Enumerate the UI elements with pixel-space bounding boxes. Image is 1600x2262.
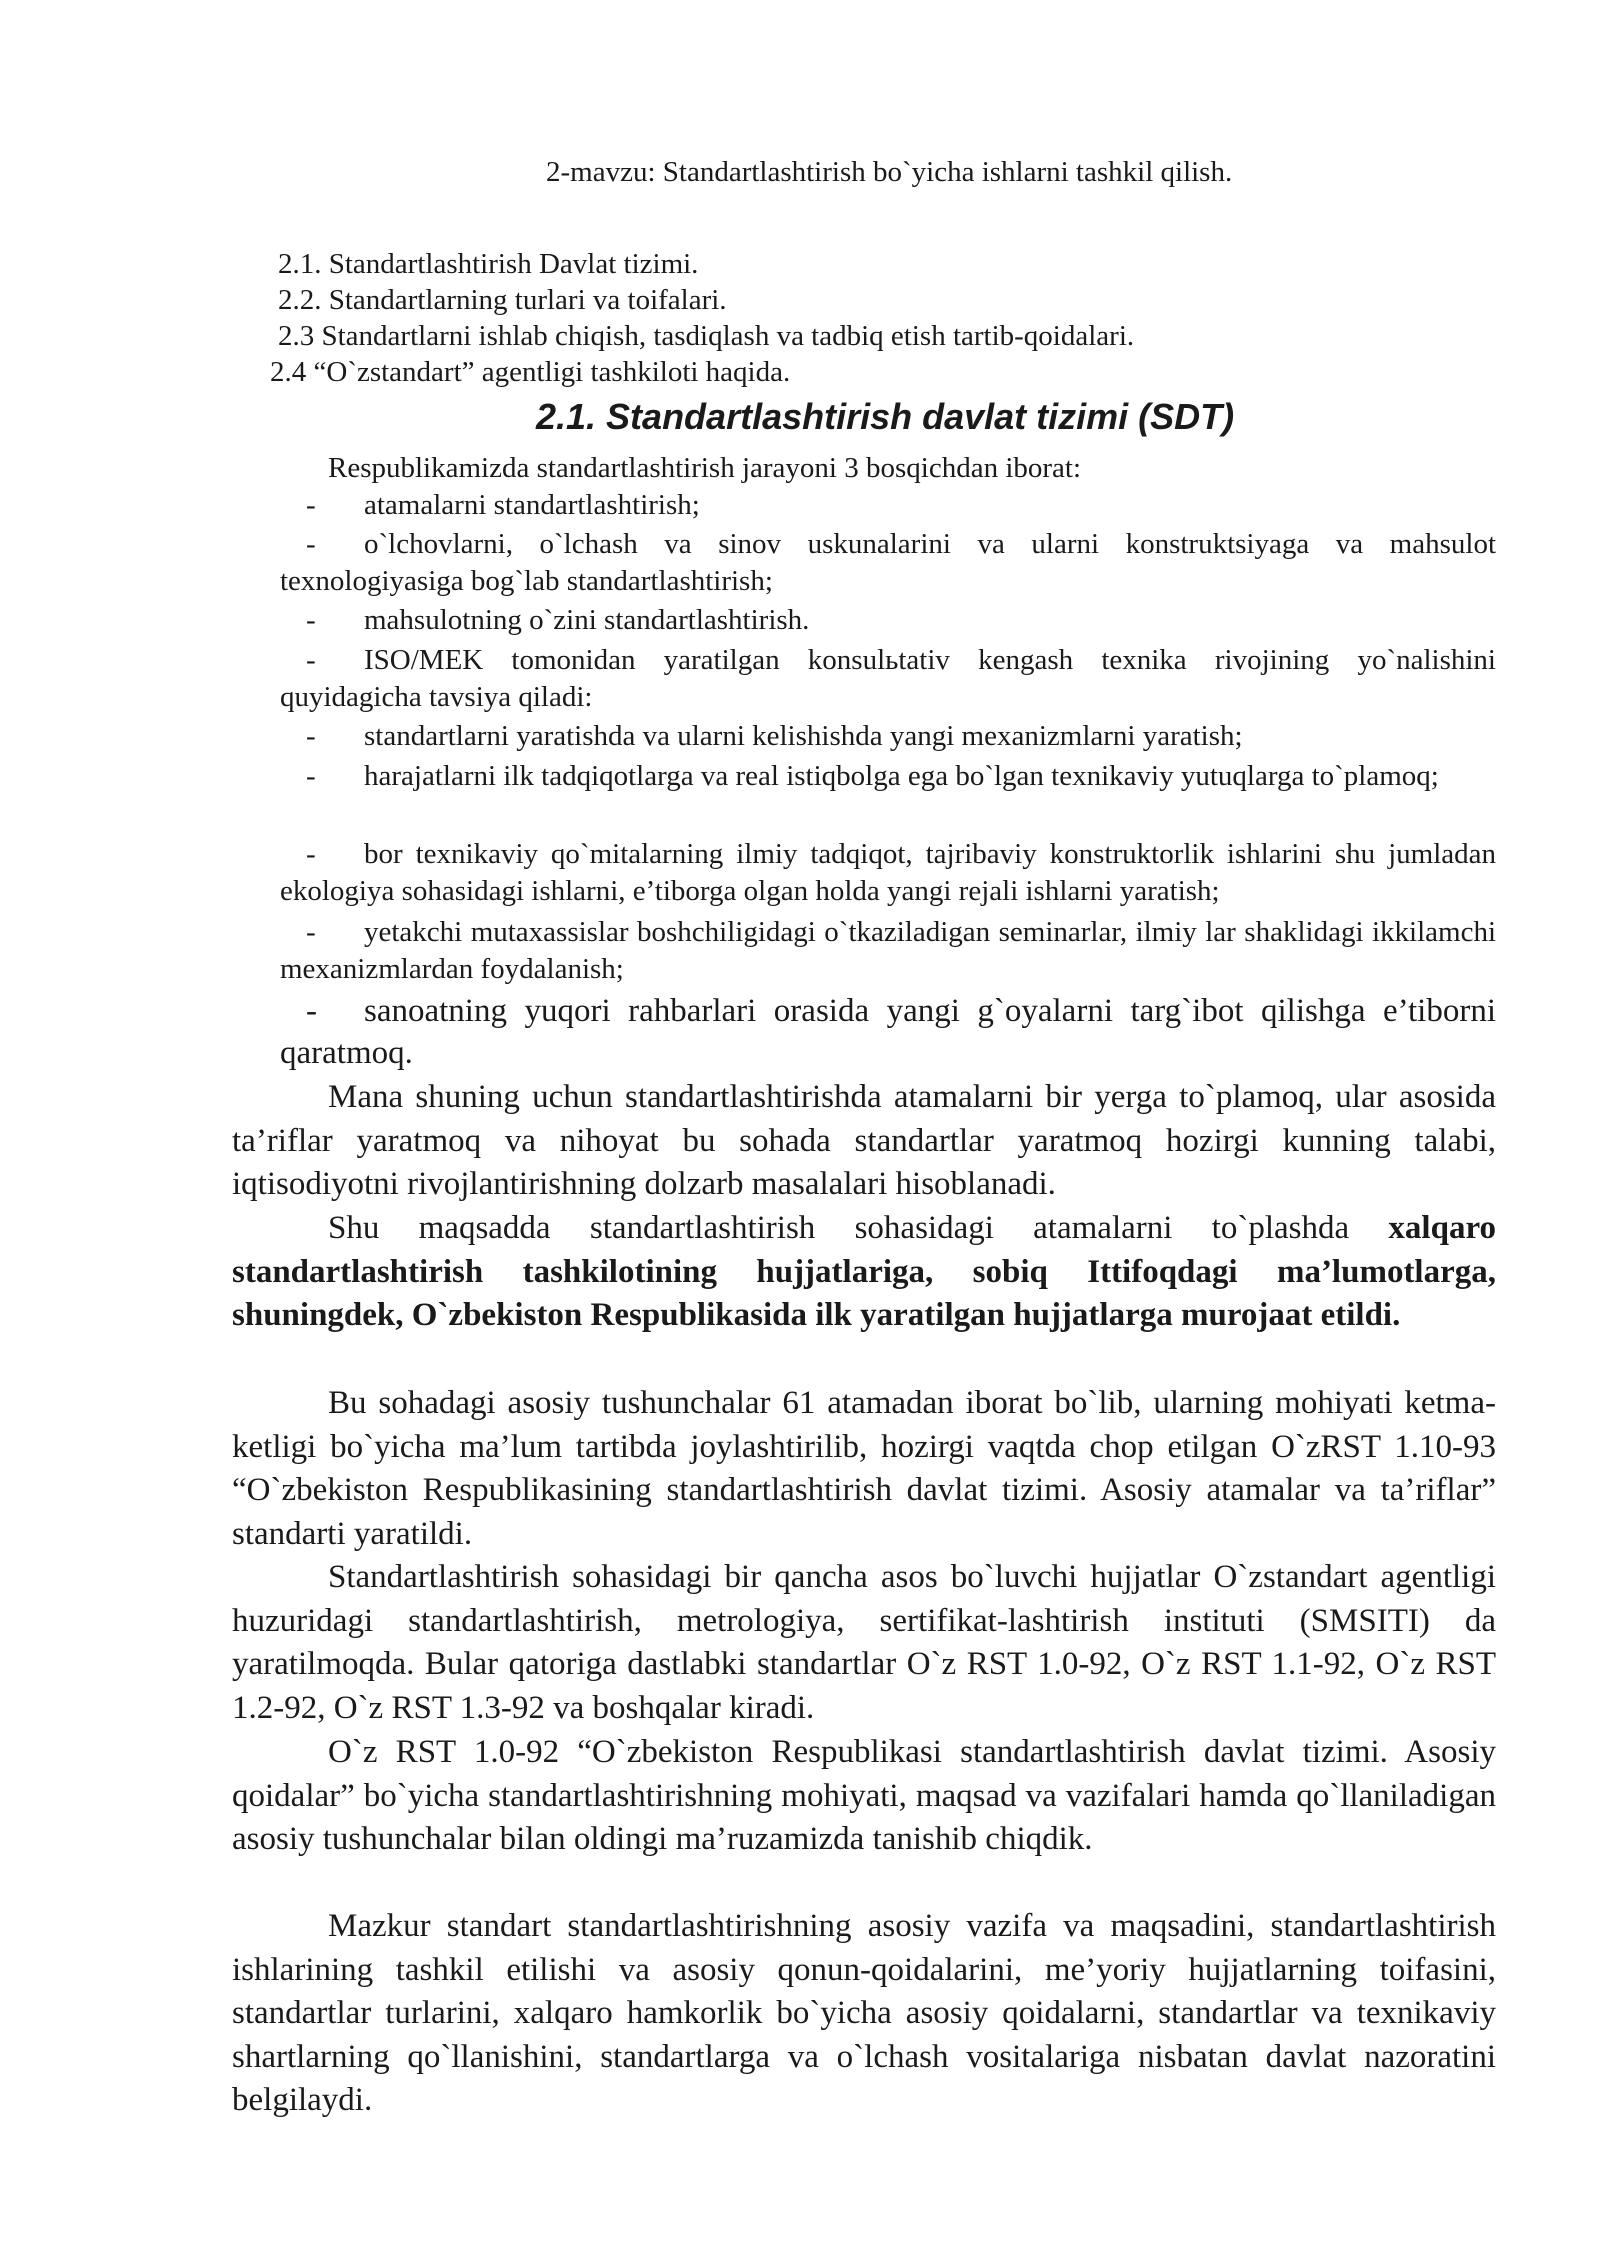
list-item [280,990,1496,1074]
paragraph-bold-text: xalqaro standartlashtirish tashkilotining hujjatlariga, sobiq Ittifoqdagi ma’lumotlarga, shuningdek, O`zbekiston Respublikasida ilk yaratilgan hujjatlarga murojaat etildi. [232,1210,1496,1333]
list-item [280,526,1496,600]
paragraph: O`z RST 1.0-92 “O`zbekiston Respublikasi standartlashtirish davlat tizimi. Asosiy qoidalar” bo`yicha standartlashtirishning mohiyati, maqsad va vazifalari hamda qo`llaniladigan asosiy tushunchalar bilan oldingi ma’ruzamizda tanishib chiqdik. [232,1734,1496,1857]
list-item [280,602,1496,639]
list-item [280,758,1496,795]
list-item-text: atamalarni standartlashtirish; [364,489,700,521]
bullet-dash: - [306,838,316,870]
list-item-text: o`lchovlarni, o`lchash va sinov uskunalarini va ularni konstruktsiyaga va mahsulot texnologiyasiga bog`lab standartlashtirish; [280,528,1496,597]
paragraph: Mazkur standart standartlashtirishning asosiy vazifa va maqsadini, standartlashtirish ishlarining tashkil etilishi va asosiy qonun-qoidalarini, me’yoriy hujjatlarning toifasini, standartlar turlarini, xalqaro hamkorlik bo`yicha asosiy qoidalarni, standartlar va texnikaviy shartlarning qo`llanishini, standartlarga va o`lchash vositalariga nisbatan davlat nazoratini belgilaydi. [232,1908,1496,2118]
bullet-dash: - [306,604,316,636]
paragraph: Standartlashtirish sohasidagi bir qancha asos bo`luvchi hujjatlar O`zstandart agentligi huzuridagi standartlashtirish, metrologiya, sertifikat-lashtirish instituti (SMSITI) da yaratilmoqda. Bular qatoriga dastlabki standartlar O`z RST 1.0-92, O`z RST 1.1-92, O`z RST 1.2-92, O`z RST 1.3-92 va boshqalar kiradi. [232,1559,1496,1726]
toc-item: 2.2. Standartlarning turlari va toifalari. [278,284,727,316]
bullet-dash: - [306,760,316,792]
bullet-dash: - [306,489,316,521]
list-item-text: yetakchi mutaxassislar boshchiligidagi o`tkaziladigan seminarlar, ilmiy lar shaklidagi ikkilamchi mexanizmlardan foydalanish; [280,916,1496,985]
bullet-dash: - [306,528,316,560]
list-item-text: harajatlarni ilk tadqiqotlarga va real istiqbolga ega bo`lgan texnikaviy yutuqlarga to`plamoq; [364,760,1439,792]
list-item [280,642,1496,716]
list-item-text: sanoatning yuqori rahbarlari orasida yangi g`oyalarni targ`ibot qilishga e’tiborni qaratmoq. [280,993,1496,1071]
intro-text: Respublikamizda standartlashtirish jarayoni 3 bosqichdan iborat: [328,452,1082,484]
list-item [280,487,1496,524]
bullet-dash: - [306,916,316,948]
paragraph [232,1207,1496,1338]
list-item-text: mahsulotning o`zini standartlashtirish. [364,604,810,636]
paragraph: Bu sohadagi asosiy tushunchalar 61 atamadan iborat bo`lib, ularning mohiyati ketma-ketligi bo`yicha ma’lum tartibda joylashtirilib, hozirgi vaqtda chop etilgan O`zRST 1.10-93 “O`zbekiston Respublikasining standartlashtirish davlat tizimi. Asosiy atamalar va ta’riflar” standarti yaratildi. [232,1385,1496,1552]
section-heading: 2.1. Standartlashtirish davlat tizimi (SDT) [536,396,1235,437]
bullet-dash: - [306,720,316,752]
bullet-dash: - [306,644,316,676]
topic-title: 2-mavzu: Standartlashtirish bo`yicha ishlarni tashkil qilish. [546,156,1233,188]
list-item [280,914,1496,988]
toc-item: 2.4 “O`zstandart” agentligi tashkiloti haqida. [270,356,791,388]
list-item-text: standartlarni yaratishda va ularni kelishishda yangi mexanizmlarni yaratish; [364,720,1243,752]
toc-item: 2.1. Standartlashtirish Davlat tizimi. [278,248,699,280]
bullet-dash: - [306,993,317,1029]
list-item [280,718,1496,755]
list-item-text: ISO/MEK tomonidan yaratilgan konsulьtativ kengash texnika rivojining yo`nalishini quyidagicha tavsiya qiladi: [280,644,1496,713]
toc-item: 2.3 Standartlarni ishlab chiqish, tasdiqlash va tadbiq etish tartib-qoidalari. [278,320,1135,352]
list-item [280,836,1496,910]
paragraph-text: Shu maqsadda standartlashtirish sohasidagi atamalarni to`plashda [328,1210,1389,1246]
list-item-text: bor texnikaviy qo`mitalarning ilmiy tadqiqot, tajribaviy konstruktorlik ishlarini shu jumladan ekologiya sohasidagi ishlarni, e’tiborga olgan holda yangi rejali ishlarni yaratish; [280,838,1496,907]
paragraph: Mana shuning uchun standartlashtirishda atamalarni bir yerga to`plamoq, ular asosida ta’riflar yaratmoq va nihoyat bu sohada standartlar yaratmoq hozirgi kunning talabi, iqtisodiyotni rivojlantirishning dolzarb masalalari hisoblanadi. [232,1079,1496,1202]
